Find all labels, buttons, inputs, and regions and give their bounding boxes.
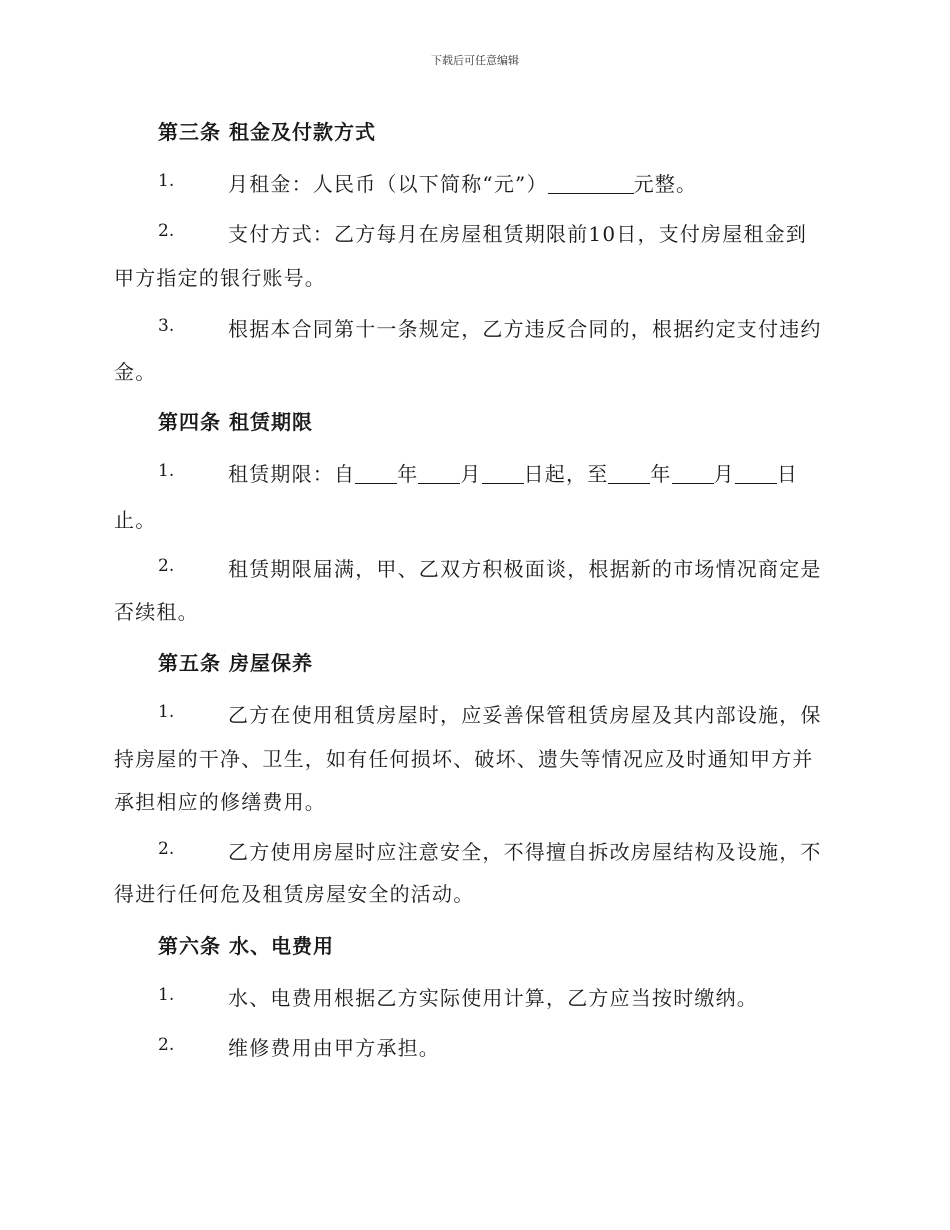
year-label: 年 xyxy=(397,462,419,486)
start-year-blank xyxy=(355,465,397,484)
year-label: 年 xyxy=(650,462,672,486)
month-label: 月 xyxy=(713,462,735,486)
lease-from-label: 租赁期限：自 xyxy=(228,462,356,486)
day-label: 日 xyxy=(776,462,799,486)
article-6-item-2-line-1: 维修费用由甲方承担。 xyxy=(228,1036,440,1060)
lease-to-label: 日起，至 xyxy=(523,462,609,486)
article-5-item-1-num: 1. xyxy=(158,702,175,722)
monthly-rent-blank xyxy=(548,175,634,194)
article-4-item-1-line-1 xyxy=(228,458,798,487)
article-3-item-1-num: 1. xyxy=(158,171,175,191)
end-month-blank xyxy=(672,465,714,484)
article-3-item-2-num: 2. xyxy=(158,221,175,241)
article-5-item-1-line-2: 持房屋的干净、卫生，如有任何损坏、破坏、遗失等情况应及时通知甲方并 xyxy=(114,747,814,771)
monthly-rent-suffix: 元整。 xyxy=(633,172,698,196)
article-5-item-2-line-1: 乙方使用房屋时应注意安全，不得擅自拆改房屋结构及设施，不 xyxy=(228,840,822,864)
article-4-item-2-line-1: 租赁期限届满，甲、乙双方积极面谈，根据新的市场情况商定是 xyxy=(228,557,822,581)
article-6-item-1-num: 1. xyxy=(158,985,175,1005)
header-note: 下载后可任意编辑 xyxy=(431,54,519,67)
article-6-title: 第六条 水、电费用 xyxy=(158,934,334,958)
start-month-blank xyxy=(418,465,460,484)
article-3-item-2-line-2: 甲方指定的银行账号。 xyxy=(114,266,326,290)
article-3-title: 第三条 租金及付款方式 xyxy=(158,120,376,144)
article-5-item-2-line-2: 得进行任何危及租赁房屋安全的活动。 xyxy=(114,882,475,906)
monthly-rent-label: 月租金：人民币（以下简称“元”） xyxy=(228,172,548,196)
article-3-item-2-line-1: 支付方式：乙方每月在房屋租赁期限前10日，支付房屋租金到 xyxy=(228,222,808,246)
article-5-item-2-num: 2. xyxy=(158,839,175,859)
article-3-item-1-text xyxy=(228,168,697,197)
article-4-item-2-num: 2. xyxy=(158,556,175,576)
month-label: 月 xyxy=(460,462,482,486)
end-day-blank xyxy=(735,465,777,484)
article-5-item-1-line-1: 乙方在使用租赁房屋时，应妥善保管租赁房屋及其内部设施，保 xyxy=(228,703,822,727)
start-day-blank xyxy=(482,465,524,484)
article-5-item-1-line-3: 承担相应的修缮费用。 xyxy=(114,790,326,814)
article-3-item-3-line-1: 根据本合同第十一条规定，乙方违反合同的，根据约定支付违约 xyxy=(228,317,822,341)
article-6-item-2-num: 2. xyxy=(158,1035,175,1055)
article-3-item-3-num: 3. xyxy=(158,316,175,336)
end-year-blank xyxy=(608,465,650,484)
article-3-item-3-line-2: 金。 xyxy=(114,360,157,384)
article-4-item-2-line-2: 否续租。 xyxy=(114,600,199,624)
article-5-title: 第五条 房屋保养 xyxy=(158,651,313,675)
article-4-title: 第四条 租赁期限 xyxy=(158,410,313,434)
article-4-item-1-line-2: 止。 xyxy=(114,508,157,532)
article-4-item-1-num: 1. xyxy=(158,461,175,481)
article-6-item-1-line-1: 水、电费用根据乙方实际使用计算，乙方应当按时缴纳。 xyxy=(228,986,758,1010)
